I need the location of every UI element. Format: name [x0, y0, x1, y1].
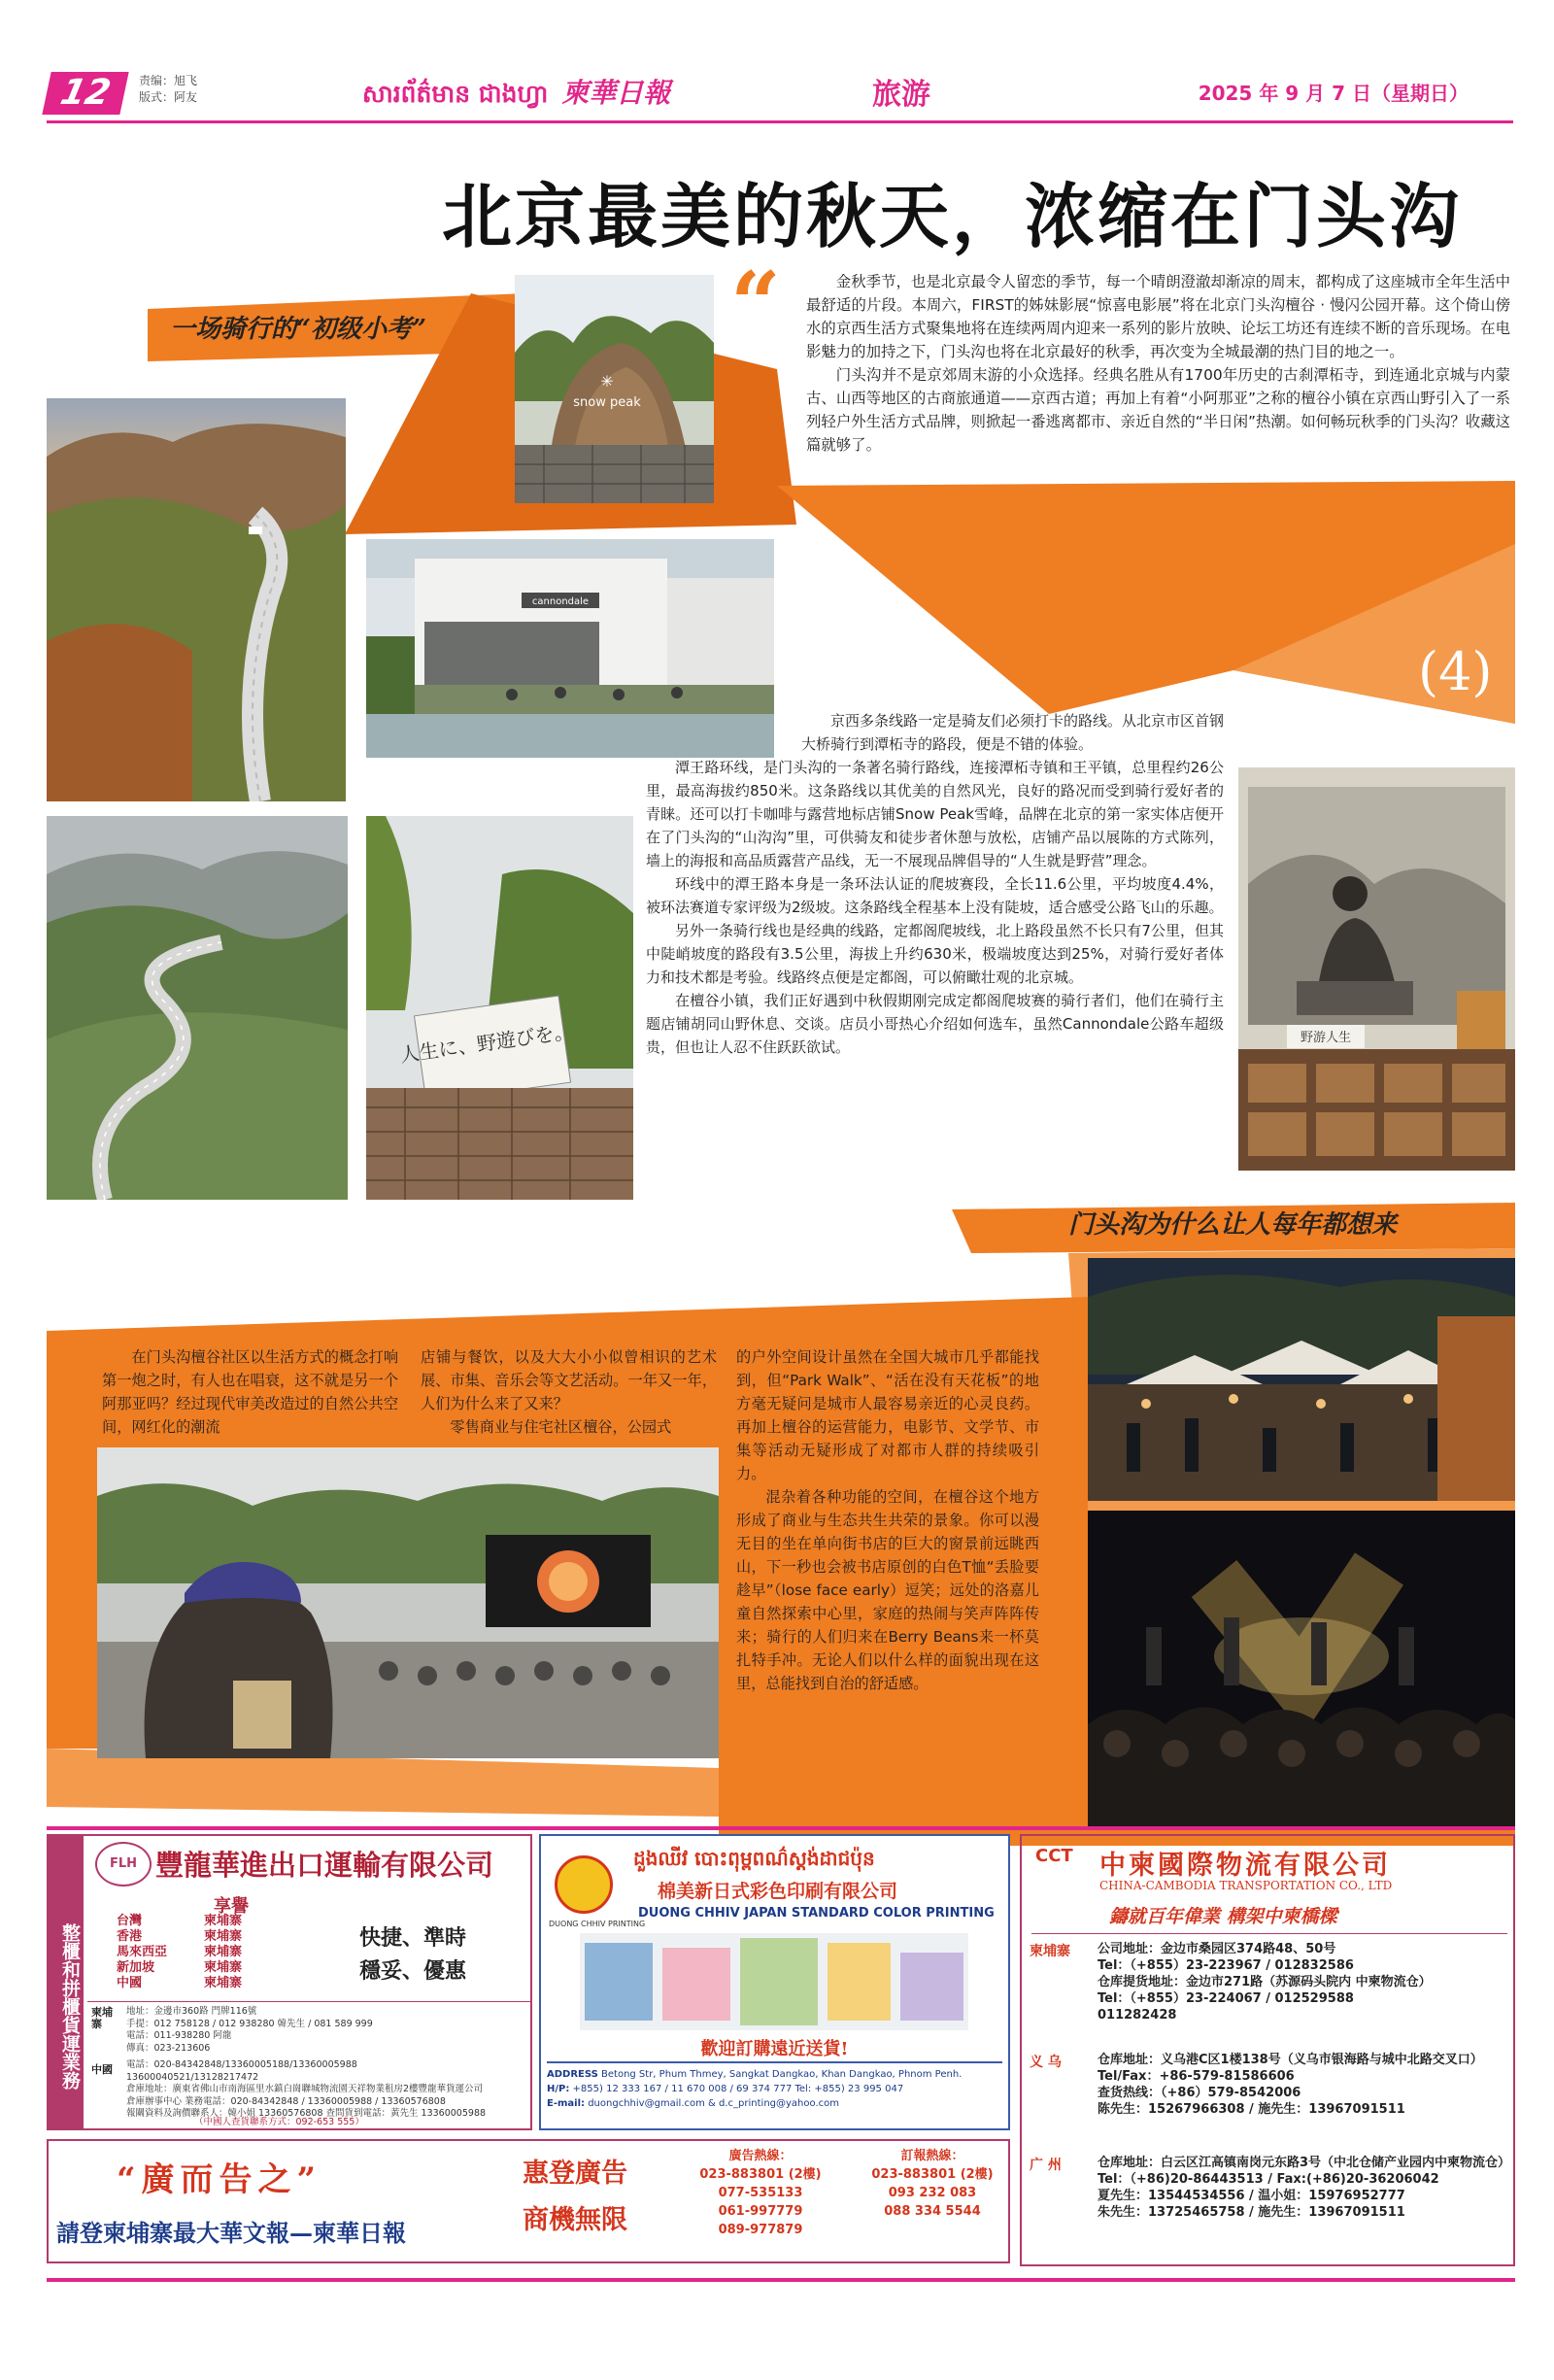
section-tag-cycling: 一场骑行的“初级小考” [170, 315, 426, 344]
shop-sign: 野游人生 [1300, 1031, 1352, 1045]
ad1-slogan: 快捷、準時 [359, 1925, 467, 1951]
outdoor-screening-photo [97, 1447, 719, 1758]
part-number: (4) [1418, 641, 1493, 702]
route-origin: 馬來西亞 [117, 1945, 168, 1959]
ad4-phone: 061-997779 [718, 2204, 803, 2219]
ad1-kh-fax: 傳真：023-213606 [126, 2042, 211, 2054]
article-title: 北京最美的秋天，浓缩在门头沟 [442, 175, 1463, 257]
masthead-khmer: សារព័ត៌មាន ជាងហ្វា [362, 80, 549, 108]
ad3-city: 柬埔寨 [1030, 1944, 1070, 1959]
ad1-kh-tel: 電話：011-938280 阿龍 [126, 2030, 232, 2041]
route-destination: 柬埔寨 [204, 1945, 243, 1959]
body-paragraph: 零售商业与住宅社区檀谷，公园式 [450, 1418, 672, 1436]
winding-road-photo [47, 816, 348, 1200]
ad3-line: 公司地址：金边市桑园区374路48、50号 [1098, 1942, 1336, 1956]
ad4-ad-hotline [697, 2147, 824, 2239]
ad4-phone: 088 334 5544 [884, 2204, 981, 2219]
ad1-cn-contact: 報關資料及詢價聯系人：韓小姐 13360576808 查問貨到電話：黃先生 13360005988 [126, 2108, 487, 2119]
ad-duong-chhiv [539, 1834, 1010, 2130]
ad3-line: 夏先生：13544534556 / 温小姐：15976952777 [1098, 2189, 1405, 2203]
ad1-kh-info [126, 2006, 373, 2055]
ad2-company-en: DUONG CHHIV JAPAN STANDARD COLOR PRINTING [638, 1906, 995, 1921]
why-come-col2 [421, 1345, 717, 1439]
ad1-route-destinations [204, 1914, 242, 1991]
ad1-cn-address: 倉庫地址：廣東省佛山市南海區里水鎮白崗聯城物流園天祥物業租房2樓豐龍華貨運公司 [126, 2084, 484, 2094]
ad1-kh-address: 地址：金邊市360路 門牌116號 [126, 2006, 257, 2017]
ad3-line: 朱先生：13725465758 / 施先生：13967091511 [1098, 2205, 1405, 2220]
snowpeak-sign: snow peak [573, 395, 641, 410]
masthead-chinese: 柬華日報 [561, 77, 671, 109]
ad4-phone: 077-535133 [718, 2186, 803, 2200]
body-paragraph: 的户外空间设计虽然在全国大城市几乎都能找到，但“Park Walk”、“活在没有天花板”的地方毫无疑问是城市人最容易亲近的心灵良药。再加上檀谷的运营能力，电影节、文学节、市集等活动无疑形成了对都市人群的持续吸引力。 [736, 1348, 1039, 1482]
ad1-cn-label: 中國 [91, 2063, 113, 2076]
ad2-hp: +855) 12 333 167 / 11 670 008 / 69 374 777 Tel: +855) 23 995 047 [572, 2084, 904, 2094]
snowpeak-rock-photo [515, 275, 714, 503]
intro-paragraph: 门头沟并不是京郊周末游的小众选择。经典名胜从有1700年历史的古刹潭柘寺，到连通北京城与内蒙古、山西等地区的古商旅通道——京西古道；再加上有着“小阿那亚”之称的檀谷小镇在京西山野引入了一系列轻户外生活方式品牌，则掀起一番逃离都市、亲近自然的“半日闲”热潮。如何畅玩秋季的门头沟？收藏这篇就够了。 [806, 366, 1510, 454]
ad4-slogans [523, 2151, 627, 2244]
open-quote-mark: “ [730, 253, 781, 356]
ad3-line: Tel/Fax：+86-579-81586606 [1098, 2069, 1295, 2084]
ad4-slogan: 惠登廣告 [523, 2159, 627, 2189]
ad4-subline: 請登柬埔寨最大華文報—柬華日報 [56, 2219, 406, 2247]
ad1-reputation: 享譽 [214, 1896, 249, 1917]
ad4-phone: 023-883801 (2樓) [699, 2167, 822, 2182]
route-destination: 柬埔寨 [204, 1929, 243, 1944]
ad4-ad-hotline-label: 廣告熱線： [728, 2149, 793, 2163]
ad4-phone: 023-883801 (2樓) [871, 2167, 994, 2182]
ad4-headline: “廣而告之” [117, 2160, 322, 2199]
section-tag-why-come: 门头沟为什么让人每年都想来 [1068, 1210, 1398, 1240]
ad-divider-bottom [47, 2278, 1515, 2282]
cycling-text [646, 709, 1224, 1059]
body-paragraph: 在檀谷小镇，我们正好遇到中秋假期刚完成定都阁爬坡赛的骑行者们，他们在骑行主题店铺胡同山野休息、交谈。店员小哥热心介绍如何选车，虽然Cannondale公路车超级贵，但也让人忍不住跃跃欲试。 [646, 992, 1224, 1056]
svg-text:✳: ✳ [600, 372, 614, 391]
route-origin: 中國 [117, 1976, 143, 1990]
ad2-email-label: E-mail: [547, 2098, 586, 2109]
stone-wall-banner-photo [366, 816, 633, 1200]
body-paragraph: 在门头沟檀谷社区以生活方式的概念打响第一炮之时，有人也在唱衰，这不就是另一个阿那亚吗？经过现代审美改造过的自然公共空间，网红化的潮流 [102, 1348, 398, 1436]
editor-name: 责编：旭飞 [139, 74, 198, 87]
cannondale-sign: cannondale [531, 596, 590, 607]
why-come-col1 [102, 1345, 398, 1439]
close-quote-mark: ” [1447, 497, 1498, 600]
ad1-logo: FLH [95, 1842, 152, 1887]
ad3-line: 陈先生：15267966308 / 施先生：13967091511 [1098, 2102, 1405, 2117]
ad4-slogan: 商機無限 [523, 2205, 627, 2235]
ad3-section-phnom-penh [1098, 1941, 1505, 2023]
ad3-rule [1031, 1933, 1507, 1934]
body-paragraph: 另外一条骑行线也是经典的线路，定都阁爬坡线，北上路段虽然不长只有7公里，但其中陡峭坡度的路段有3.5公里，海拔上升约630米，极端坡度达到25%，对骑行爱好者体力和技术都是考验。线路终点便是定都阁，可以俯瞰壮观的北京城。 [646, 922, 1224, 986]
ad4-phone: 093 232 083 [888, 2186, 977, 2200]
body-paragraph: 混杂着各种功能的空间，在檀谷这个地方形成了商业与生态共生共荣的景象。你可以漫无目的坐在单向街书店的巨大的窗景前远眺西山，下一秒也会被书店原创的白色T恤“丢脸要趁早”（lose face early）逗笑；远处的洛嘉儿童自然探索中心里，家庭的热闹与笑声阵阵传来；骑行的人们归来在Berry Beans来一杯莫扎特手冲。无论人们以什么样的面貌出现在这里，总能找到自治的舒适感。 [736, 1488, 1039, 1692]
ad2-logo-text: DUONG CHHIV PRINTING [549, 1920, 646, 1928]
ad2-contact [547, 2061, 1002, 2127]
ad1-cn-phone: 電話：020-84342848/13360005188/13360005988 [126, 2059, 357, 2070]
ad2-company-cn: 棉美新日式彩色印刷有限公司 [658, 1881, 898, 1902]
ad3-section-guangzhou [1098, 2155, 1511, 2221]
ad3-line: 011282428 [1098, 2008, 1177, 2023]
ad1-rule [87, 2001, 530, 2002]
ad-advertise-with-us [47, 2139, 1010, 2263]
ad1-slogans [359, 1921, 466, 1988]
ad-china-cambodia-transport [1020, 1834, 1515, 2266]
lower-band-light [47, 1749, 719, 1817]
why-come-col3 [736, 1345, 1039, 1695]
body-paragraph: 店铺与餐饮，以及大大小小似曾相识的艺术展、市集、音乐会等文艺活动。一年又一年，人们为什么来了又来？ [421, 1348, 717, 1412]
ad3-line: 查货热线：（+86）579-8542006 [1098, 2086, 1301, 2100]
ad3-city: 义 乌 [1030, 2055, 1062, 2070]
snowpeak-shop-photo [1238, 767, 1515, 1171]
ad3-line: 仓库地址：义乌港C区1楼138号（义乌市银海路与城中北路交叉口） [1098, 2053, 1483, 2067]
route-origin: 台灣 [117, 1914, 143, 1928]
issue-date: 2025 年 9 月 7 日（星期日） [1198, 82, 1469, 105]
night-dining-photo [1088, 1258, 1515, 1501]
ad-divider-top [47, 1826, 1515, 1830]
ad4-sub-hotline-label: 訂報熱線： [900, 2149, 964, 2163]
ad4-sub-hotline [864, 2147, 1000, 2221]
ad2-welcome: 歡迎訂購遠近送貨! [700, 2039, 849, 2059]
body-paragraph: 环线中的潭王路本身是一条环法认证的爬坡赛段，全长11.6公里，平均坡度4.4%，被环法赛道专家评级为2级坡。这条路线全程基本上没有陡坡，适合感受公路飞山的乐趣。 [646, 875, 1224, 916]
ad1-cn-office: 倉庫辦事中心 業務電話：020-84342848 / 13360005988 / 13360576808 [126, 2095, 446, 2107]
ad1-company: 豐龍華進出口運輸有限公司 [155, 1849, 494, 1882]
ad2-company-km: ដួងឈីវ បោះពុម្ពពណ៌ស្តង់ដាជប៉ុន [633, 1847, 875, 1870]
ad3-company-en: CHINA-CAMBODIA TRANSPORTATION CO., LTD [1099, 1879, 1393, 1892]
route-destination: 柬埔寨 [204, 1914, 243, 1928]
ad3-section-yiwu [1098, 2052, 1505, 2118]
layout-name: 版式：阿友 [139, 90, 198, 104]
ad1-slogan: 穩妥、優惠 [359, 1958, 467, 1984]
ad2-hp-label: H/P: [547, 2084, 570, 2094]
ad1-kh-label: 柬埔寨 [91, 2006, 113, 2030]
ad3-city: 广 州 [1030, 2158, 1062, 2173]
ad3-line: Tel：（+86)20-86443513 / Fax:(+86)20-36206042 [1098, 2172, 1439, 2187]
ad3-line: Tel：（+855）23-223967 / 012832586 [1098, 1958, 1354, 1973]
route-origin: 新加坡 [117, 1960, 155, 1975]
page-number: 12 [42, 72, 128, 115]
route-destination: 柬埔寨 [204, 1976, 243, 1990]
printing-products-image [580, 1933, 968, 2030]
ad1-footer: （中國人查貨聯系方式：092-653 555） [194, 2117, 364, 2127]
ad3-company-cn: 中柬國際物流有限公司 [1099, 1851, 1391, 1881]
ad3-slogan: 鑄就百年偉業 構架中柬橋樑 [1109, 1906, 1337, 1927]
route-origin: 香港 [117, 1929, 143, 1944]
ad1-cn-phone2: 13600040521/13128217472 [126, 2071, 259, 2083]
ad-fenglonghua [47, 1834, 532, 2130]
body-paragraph: 潭王路环线，是门头沟的一条著名骑行路线，连接潭柘寺镇和王平镇，总里程约26公里，最高海拔约850米。这条路线以其优美的自然风光，良好的路况而受到骑行爱好者的青睐。还可以打卡咖啡与露营地标店铺Snow Peak雪峰，品牌在北京的第一家实体店便开在了门头沟的“山沟沟”里，可供骑友和徒步者休憩与放松，店铺产品以展陈的方式陈列，墙上的海报和高品质露营产品线，无一不展现品牌倡导的“人生就是野营”理念。 [646, 759, 1224, 869]
ad1-cn-info [126, 2059, 524, 2121]
ad3-logo: CCT [1035, 1846, 1073, 1866]
intro-paragraph: 金秋季节，也是北京最令人留恋的季节，每一个晴朗澄澈却渐凉的周末，都构成了这座城市全年生活中最舒适的片段。本周六，FIRST的姊妹影展“惊喜电影展”将在北京门头沟檀谷 · 慢闪公园开幕。这个倚山傍水的京西生活方式聚集地将在连续两周内迎来一系列的影片放映、论坛工坊还有连续不断的音乐现场。在电影魅力的加持之下，门头沟也将在北京最好的秋季，再次变为全城最潮的热门目的地之一。 [806, 273, 1510, 360]
banner-sign: 人生に、野遊びを。 [398, 1019, 575, 1068]
mountain-road-photo [47, 398, 346, 801]
intro-text [806, 270, 1510, 457]
ad3-line: Tel：（+855）23-224067 / 012529588 [1098, 1991, 1354, 2006]
concert-photo [1088, 1511, 1515, 1826]
ad1-kh-phone: 手提：012 758128 / 012 938280 韓先生 / 081 589 999 [126, 2018, 373, 2029]
body-paragraph: 京西多条线路一定是骑友们必须打卡的路线。从北京市区首钢大桥骑行到潭柘寺的路段，便是不错的体验。 [801, 712, 1225, 753]
ad4-phone: 089-977879 [718, 2223, 803, 2237]
ad2-email: duongchhiv@gmail.com & d.c_printing@yahoo.com [588, 2098, 839, 2109]
ad3-line: 仓库提货地址：金边市271路（苏源码头院内 中柬物流仓） [1098, 1975, 1432, 1989]
ad2-address: Betong Str, Phum Thmey, Sangkat Dangkao, Khan Dangkao, Phnom Penh. [601, 2069, 963, 2080]
route-destination: 柬埔寨 [204, 1960, 243, 1975]
section-name: 旅游 [872, 78, 930, 112]
crown-logo [555, 1855, 613, 1914]
ad2-address-label: ADDRESS [547, 2069, 598, 2080]
ad1-side-label: 整櫃和拼櫃貨運業務 [49, 1836, 84, 2128]
ad3-line: 仓库地址：白云区江高镇南岗元东路3号（中北仓储产业园内中柬物流仓） [1098, 2156, 1511, 2170]
